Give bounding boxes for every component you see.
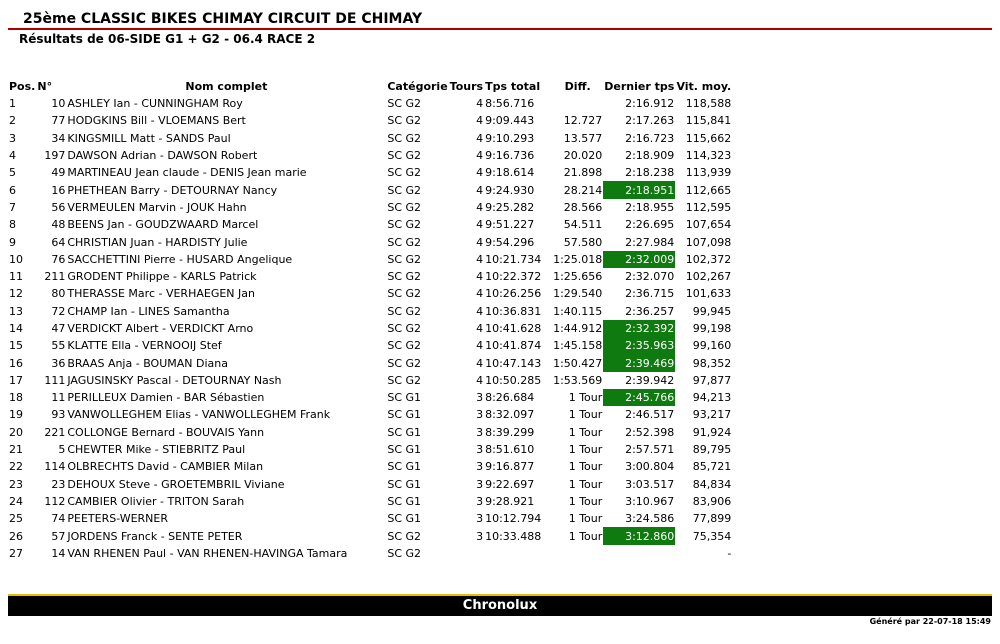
number-cell: 76 bbox=[51, 252, 66, 266]
laps-cell: 4 bbox=[476, 218, 484, 232]
col-num-header: N° bbox=[37, 80, 53, 93]
laps-cell: 4 bbox=[476, 252, 484, 266]
category-cell: SC G2 bbox=[387, 339, 422, 353]
laps-cell: 3 bbox=[476, 408, 484, 422]
total-time-cell: 9:25.282 bbox=[485, 200, 535, 214]
category-cell: SC G2 bbox=[387, 356, 422, 370]
category-cell: SC G2 bbox=[387, 304, 422, 318]
name-cell: VAN RHENEN Paul - VAN RHENEN-HAVINGA Tamara bbox=[67, 546, 348, 560]
avg-speed-cell: 93,217 bbox=[692, 408, 732, 422]
last-lap-cell: 3:24.586 bbox=[625, 512, 675, 526]
laps-cell: 3 bbox=[476, 460, 484, 474]
pos-cell: 15 bbox=[9, 339, 23, 353]
name-cell: CHRISTIAN Juan - HARDISTY Julie bbox=[67, 235, 248, 249]
number-cell: 48 bbox=[51, 218, 66, 232]
category-cell: SC G2 bbox=[387, 235, 422, 249]
number-cell: 112 bbox=[44, 494, 66, 508]
last-lap-cell: 2:46.517 bbox=[625, 408, 675, 422]
pos-cell: 13 bbox=[9, 304, 23, 318]
category-cell: SC G2 bbox=[387, 322, 422, 335]
name-cell: MARTINEAU Jean claude - DENIS Jean marie bbox=[67, 166, 307, 180]
diff-cell: 1 Tour bbox=[568, 408, 603, 422]
laps-cell: 4 bbox=[476, 304, 484, 318]
last-lap-cell: 2:26.695 bbox=[625, 218, 675, 232]
avg-speed-cell: 99,198 bbox=[692, 322, 732, 335]
avg-speed-cell: 99,160 bbox=[692, 339, 732, 353]
number-cell: 80 bbox=[51, 287, 66, 301]
diff-cell: 1 Tour bbox=[568, 512, 603, 526]
name-cell: CHEWTER Mike - STIEBRITZ Paul bbox=[67, 443, 246, 457]
diff-cell: 1:53.569 bbox=[553, 373, 603, 387]
pos-cell: 19 bbox=[9, 408, 23, 422]
last-lap-cell: 2:32.392 bbox=[603, 320, 675, 337]
avg-speed-cell: - bbox=[727, 546, 732, 560]
table-row bbox=[8, 268, 732, 285]
pos-cell: 26 bbox=[9, 529, 23, 543]
avg-speed-cell: 102,267 bbox=[685, 270, 732, 284]
total-time-cell: 8:26.684 bbox=[485, 391, 535, 405]
last-lap-cell: 2:35.963 bbox=[603, 337, 675, 354]
pos-cell: 7 bbox=[9, 200, 16, 214]
name-cell: JORDENS Franck - SENTE PETER bbox=[67, 529, 243, 543]
pos-cell: 2 bbox=[9, 114, 16, 128]
name-cell: SACCHETTINI Pierre - HUSARD Angelique bbox=[67, 252, 293, 266]
last-lap-cell: 2:52.398 bbox=[625, 425, 675, 439]
laps-cell: 4 bbox=[476, 97, 484, 111]
laps-cell: 3 bbox=[476, 512, 484, 526]
table-row bbox=[8, 545, 732, 562]
avg-speed-cell: 89,795 bbox=[692, 443, 732, 457]
name-cell: PEETERS-WERNER bbox=[67, 512, 169, 526]
last-lap-cell: 2:36.715 bbox=[625, 287, 675, 301]
avg-speed-cell: 97,877 bbox=[692, 373, 732, 387]
total-time-cell: 8:39.299 bbox=[485, 425, 535, 439]
results-table bbox=[8, 78, 732, 562]
avg-speed-cell: 99,945 bbox=[692, 304, 732, 318]
total-time-cell: 8:32.097 bbox=[485, 408, 535, 422]
pos-cell: 14 bbox=[9, 322, 23, 335]
category-cell: SC G2 bbox=[387, 546, 422, 560]
laps-cell: 4 bbox=[476, 166, 484, 180]
number-cell: 56 bbox=[51, 200, 66, 214]
avg-speed-cell: 113,939 bbox=[685, 166, 732, 180]
table-row bbox=[8, 95, 732, 112]
name-cell: PERILLEUX Damien - BAR Sébastien bbox=[67, 391, 265, 405]
laps-cell bbox=[449, 545, 484, 562]
avg-speed-cell: 114,323 bbox=[685, 149, 732, 163]
category-cell: SC G2 bbox=[387, 149, 422, 163]
table-row bbox=[8, 112, 732, 129]
number-cell: 55 bbox=[51, 339, 66, 353]
table-row bbox=[8, 199, 732, 216]
pos-cell: 9 bbox=[9, 235, 16, 249]
pos-cell: 25 bbox=[9, 512, 23, 526]
number-cell: 11 bbox=[51, 391, 66, 405]
total-time-cell: 9:10.293 bbox=[485, 131, 535, 145]
last-lap-cell: 2:32.009 bbox=[603, 251, 675, 268]
diff-cell: 54.511 bbox=[563, 218, 603, 232]
table-row bbox=[8, 527, 732, 544]
last-lap-cell: 3:10.967 bbox=[625, 494, 675, 508]
category-cell: SC G1 bbox=[387, 408, 422, 422]
table-row bbox=[8, 251, 732, 268]
col-avg-header: Vit. moy. bbox=[676, 80, 732, 93]
diff-cell: 1:44.912 bbox=[553, 322, 603, 335]
laps-cell: 4 bbox=[476, 322, 484, 335]
total-time-cell: 10:47.143 bbox=[485, 356, 542, 370]
number-cell: 23 bbox=[51, 477, 66, 491]
pos-cell: 11 bbox=[9, 270, 23, 284]
diff-cell: 1 Tour bbox=[568, 477, 603, 491]
last-lap-cell: 2:16.723 bbox=[625, 131, 675, 145]
avg-speed-cell: 85,721 bbox=[692, 460, 732, 474]
category-cell: SC G2 bbox=[387, 114, 422, 128]
diff-cell: 1 Tour bbox=[568, 391, 603, 405]
table-row bbox=[8, 337, 732, 354]
name-cell: JAGUSINSKY Pascal - DETOURNAY Nash bbox=[67, 373, 282, 387]
col-last-header: Dernier tps bbox=[604, 80, 675, 93]
number-cell: 49 bbox=[51, 166, 66, 180]
pos-cell: 4 bbox=[9, 149, 16, 163]
number-cell: 72 bbox=[51, 304, 66, 318]
pos-cell: 16 bbox=[9, 356, 23, 370]
laps-cell: 4 bbox=[476, 287, 484, 301]
col-laps-header: Tours bbox=[449, 80, 484, 93]
laps-cell: 3 bbox=[476, 477, 484, 491]
avg-speed-cell: 94,213 bbox=[692, 391, 732, 405]
laps-cell: 4 bbox=[476, 339, 484, 353]
category-cell: SC G2 bbox=[387, 218, 422, 232]
number-cell: 14 bbox=[51, 546, 66, 560]
table-row bbox=[8, 389, 732, 406]
category-cell: SC G2 bbox=[387, 183, 422, 197]
diff-cell: 57.580 bbox=[563, 235, 603, 249]
col-name-header: Nom complet bbox=[185, 80, 268, 93]
last-lap-cell: 2:16.912 bbox=[625, 97, 675, 111]
number-cell: 221 bbox=[44, 425, 66, 439]
number-cell: 114 bbox=[44, 460, 66, 474]
total-time-cell: 9:28.921 bbox=[485, 494, 535, 508]
number-cell: 64 bbox=[51, 235, 66, 249]
table-row bbox=[8, 164, 732, 181]
number-cell: 5 bbox=[58, 443, 66, 457]
laps-cell: 3 bbox=[476, 391, 484, 405]
pos-cell: 17 bbox=[9, 373, 23, 387]
name-cell: OLBRECHTS David - CAMBIER Milan bbox=[67, 460, 264, 474]
page-subtitle: Résultats de 06-SIDE G1 + G2 - 06.4 RACE 2 bbox=[19, 32, 316, 46]
avg-speed-cell: 115,662 bbox=[685, 131, 732, 145]
table-row bbox=[8, 424, 732, 441]
name-cell: DEHOUX Steve - GROETEMBRIL Viviane bbox=[67, 477, 285, 491]
total-time-cell: 10:12.794 bbox=[485, 512, 542, 526]
total-time-cell: 9:09.443 bbox=[485, 114, 535, 128]
table-row bbox=[8, 130, 732, 147]
number-cell: 93 bbox=[51, 408, 66, 422]
laps-cell: 4 bbox=[476, 270, 484, 284]
last-lap-cell: 2:18.238 bbox=[625, 166, 675, 180]
total-time-cell: 9:18.614 bbox=[485, 166, 535, 180]
name-cell: BEENS Jan - GOUDZWAARD Marcel bbox=[67, 218, 259, 232]
table-row bbox=[8, 181, 732, 198]
total-time-cell: 10:41.874 bbox=[485, 339, 542, 353]
avg-speed-cell: 77,899 bbox=[692, 512, 732, 526]
last-lap-cell: 2:39.942 bbox=[625, 373, 675, 387]
pos-cell: 8 bbox=[9, 218, 16, 232]
results-body bbox=[8, 95, 732, 562]
name-cell: BRAAS Anja - BOUMAN Diana bbox=[67, 356, 228, 370]
laps-cell: 4 bbox=[476, 200, 484, 214]
avg-speed-cell: 84,834 bbox=[692, 477, 732, 491]
pos-cell: 1 bbox=[9, 97, 16, 111]
table-row bbox=[8, 493, 732, 510]
table-row bbox=[8, 303, 732, 320]
number-cell: 74 bbox=[51, 512, 66, 526]
laps-cell: 4 bbox=[476, 356, 484, 370]
diff-cell: 28.566 bbox=[563, 200, 603, 214]
category-cell: SC G2 bbox=[387, 287, 422, 301]
avg-speed-cell: 118,588 bbox=[685, 97, 732, 111]
category-cell: SC G1 bbox=[387, 460, 422, 474]
category-cell: SC G2 bbox=[387, 252, 422, 266]
diff-cell: 1:29.540 bbox=[553, 287, 603, 301]
diff-cell bbox=[552, 545, 603, 562]
name-cell: COLLONGE Bernard - BOUVAIS Yann bbox=[67, 425, 265, 439]
name-cell: VANWOLLEGHEM Elias - VANWOLLEGHEM Frank bbox=[67, 408, 331, 422]
pos-cell: 27 bbox=[9, 546, 23, 560]
name-cell: DAWSON Adrian - DAWSON Robert bbox=[67, 149, 258, 163]
last-lap-cell: 3:00.804 bbox=[625, 460, 675, 474]
diff-cell: 20.020 bbox=[563, 149, 603, 163]
name-cell: KINGSMILL Matt - SANDS Paul bbox=[67, 131, 231, 145]
table-row bbox=[8, 406, 732, 423]
pos-cell: 18 bbox=[9, 391, 23, 405]
diff-cell: 1:40.115 bbox=[553, 304, 603, 318]
table-row bbox=[8, 510, 732, 527]
table-row bbox=[8, 476, 732, 493]
category-cell: SC G2 bbox=[387, 97, 422, 111]
category-cell: SC G1 bbox=[387, 391, 422, 405]
total-time-cell: 9:16.736 bbox=[485, 149, 535, 163]
category-cell: SC G2 bbox=[387, 373, 422, 387]
diff-cell: 21.898 bbox=[563, 166, 603, 180]
category-cell: SC G1 bbox=[387, 425, 422, 439]
laps-cell: 4 bbox=[476, 235, 484, 249]
number-cell: 57 bbox=[51, 529, 66, 543]
last-lap-cell: 3:12.860 bbox=[603, 527, 675, 544]
total-time-cell: 9:54.296 bbox=[485, 235, 535, 249]
table-row bbox=[8, 372, 732, 389]
number-cell: 211 bbox=[44, 270, 66, 284]
last-lap-cell: 2:17.263 bbox=[625, 114, 675, 128]
col-pos-header: Pos. bbox=[9, 80, 36, 93]
diff-cell: 1:25.018 bbox=[553, 252, 603, 266]
laps-cell: 3 bbox=[476, 425, 484, 439]
last-lap-cell: 2:27.984 bbox=[625, 235, 675, 249]
diff-cell: 1 Tour bbox=[568, 494, 603, 508]
category-cell: SC G1 bbox=[387, 494, 422, 508]
name-cell: CHAMP Ian - LINES Samantha bbox=[67, 304, 230, 318]
total-time-cell: 9:22.697 bbox=[485, 477, 535, 491]
total-time-cell: 8:51.610 bbox=[485, 443, 535, 457]
last-lap-cell: 2:39.469 bbox=[603, 354, 675, 371]
number-cell: 47 bbox=[51, 322, 66, 335]
title-bar bbox=[8, 10, 992, 30]
total-time-cell bbox=[484, 545, 552, 562]
table-header-row bbox=[8, 78, 732, 95]
category-cell: SC G2 bbox=[387, 166, 422, 180]
pos-cell: 22 bbox=[9, 460, 23, 474]
laps-cell: 4 bbox=[476, 131, 484, 145]
total-time-cell: 9:24.930 bbox=[485, 183, 535, 197]
pos-cell: 12 bbox=[9, 287, 23, 301]
avg-speed-cell: 98,352 bbox=[692, 356, 732, 370]
diff-cell: 1:45.158 bbox=[553, 339, 603, 353]
number-cell: 36 bbox=[51, 356, 66, 370]
total-time-cell: 10:33.488 bbox=[485, 529, 542, 543]
last-lap-cell: 2:36.257 bbox=[625, 304, 675, 318]
category-cell: SC G1 bbox=[387, 443, 422, 457]
diff-cell: 1 Tour bbox=[568, 460, 603, 474]
laps-cell: 4 bbox=[476, 373, 484, 387]
col-category-header: Catégorie bbox=[387, 80, 448, 93]
total-time-cell: 8:56.716 bbox=[485, 97, 535, 111]
pos-cell: 3 bbox=[9, 131, 16, 145]
col-diff-header: Diff. bbox=[564, 80, 591, 93]
last-lap-cell: 2:45.766 bbox=[603, 389, 675, 406]
table-row bbox=[8, 441, 732, 458]
total-time-cell: 10:22.372 bbox=[485, 270, 542, 284]
diff-cell: 1 Tour bbox=[568, 443, 603, 457]
avg-speed-cell: 107,654 bbox=[685, 218, 732, 232]
total-time-cell: 10:50.285 bbox=[485, 373, 542, 387]
avg-speed-cell: 115,841 bbox=[685, 114, 732, 128]
name-cell: THERASSE Marc - VERHAEGEN Jan bbox=[67, 287, 255, 301]
name-cell: ASHLEY Ian - CUNNINGHAM Roy bbox=[67, 97, 243, 111]
number-cell: 111 bbox=[44, 373, 66, 387]
footer-brand: Chronolux bbox=[8, 596, 992, 616]
avg-speed-cell: 75,354 bbox=[692, 529, 732, 543]
diff-cell: 1:50.427 bbox=[553, 356, 603, 370]
number-cell: 77 bbox=[51, 114, 66, 128]
table-row bbox=[8, 147, 732, 164]
total-time-cell: 9:51.227 bbox=[485, 218, 535, 232]
last-lap-cell: 2:57.571 bbox=[625, 443, 675, 457]
table-row bbox=[8, 285, 732, 302]
avg-speed-cell: 112,665 bbox=[685, 183, 732, 197]
total-time-cell: 10:26.256 bbox=[485, 287, 542, 301]
diff-cell: 1 Tour bbox=[568, 425, 603, 439]
laps-cell: 4 bbox=[476, 149, 484, 163]
diff-cell bbox=[552, 95, 603, 112]
pos-cell: 24 bbox=[9, 494, 23, 508]
table-row bbox=[8, 354, 732, 371]
laps-cell: 3 bbox=[476, 494, 484, 508]
diff-cell: 1 Tour bbox=[568, 529, 603, 543]
diff-cell: 28.214 bbox=[563, 183, 603, 197]
pos-cell: 6 bbox=[9, 183, 16, 197]
category-cell: SC G1 bbox=[387, 512, 422, 526]
page-title: 25ème CLASSIC BIKES CHIMAY CIRCUIT DE CHIMAY bbox=[23, 11, 423, 27]
name-cell: GRODENT Philippe - KARLS Patrick bbox=[67, 270, 257, 284]
category-cell: SC G2 bbox=[387, 270, 422, 284]
last-lap-cell bbox=[603, 545, 675, 562]
diff-cell: 13.577 bbox=[563, 131, 603, 145]
number-cell: 197 bbox=[44, 149, 66, 163]
laps-cell: 4 bbox=[476, 114, 484, 128]
total-time-cell: 10:36.831 bbox=[485, 304, 542, 318]
table-row bbox=[8, 216, 732, 233]
total-time-cell: 10:21.734 bbox=[485, 252, 542, 266]
generated-timestamp: Généré par 22-07-18 15:49 bbox=[869, 617, 991, 626]
last-lap-cell: 2:18.955 bbox=[625, 200, 675, 214]
last-lap-cell: 2:32.070 bbox=[625, 270, 675, 284]
col-total-header: Tps total bbox=[485, 80, 541, 93]
avg-speed-cell: 91,924 bbox=[692, 425, 732, 439]
avg-speed-cell: 107,098 bbox=[685, 235, 732, 249]
laps-cell: 4 bbox=[476, 183, 484, 197]
number-cell: 16 bbox=[51, 183, 66, 197]
number-cell: 10 bbox=[51, 97, 66, 111]
name-cell: CAMBIER Olivier - TRITON Sarah bbox=[67, 494, 245, 508]
pos-cell: 20 bbox=[9, 425, 23, 439]
avg-speed-cell: 83,906 bbox=[692, 494, 732, 508]
total-time-cell: 10:41.628 bbox=[485, 322, 542, 335]
diff-cell: 12.727 bbox=[563, 114, 603, 128]
laps-cell: 3 bbox=[476, 443, 484, 457]
pos-cell: 10 bbox=[9, 252, 23, 266]
pos-cell: 5 bbox=[9, 166, 16, 180]
pos-cell: 21 bbox=[9, 443, 23, 457]
name-cell: PHETHEAN Barry - DETOURNAY Nancy bbox=[67, 183, 278, 197]
last-lap-cell: 2:18.951 bbox=[603, 181, 675, 198]
diff-cell: 1:25.656 bbox=[553, 270, 603, 284]
pos-cell: 23 bbox=[9, 477, 23, 491]
avg-speed-cell: 101,633 bbox=[685, 287, 732, 301]
name-cell: HODGKINS Bill - VLOEMANS Bert bbox=[67, 114, 246, 128]
last-lap-cell: 3:03.517 bbox=[625, 477, 675, 491]
name-cell: VERMEULEN Marvin - JOUK Hahn bbox=[67, 200, 247, 214]
table-row bbox=[8, 458, 732, 475]
table-row bbox=[8, 320, 732, 337]
avg-speed-cell: 112,595 bbox=[685, 200, 732, 214]
avg-speed-cell: 102,372 bbox=[685, 252, 732, 266]
name-cell: VERDICKT Albert - VERDICKT Arno bbox=[67, 322, 254, 335]
category-cell: SC G2 bbox=[387, 131, 422, 145]
name-cell: KLATTE Ella - VERNOOIJ Stef bbox=[67, 339, 222, 353]
table-row bbox=[8, 233, 732, 250]
laps-cell: 3 bbox=[476, 529, 484, 543]
last-lap-cell: 2:18.909 bbox=[625, 149, 675, 163]
number-cell: 34 bbox=[51, 131, 66, 145]
category-cell: SC G2 bbox=[387, 200, 422, 214]
category-cell: SC G1 bbox=[387, 477, 422, 491]
category-cell: SC G2 bbox=[387, 529, 422, 543]
total-time-cell: 9:16.877 bbox=[485, 460, 535, 474]
